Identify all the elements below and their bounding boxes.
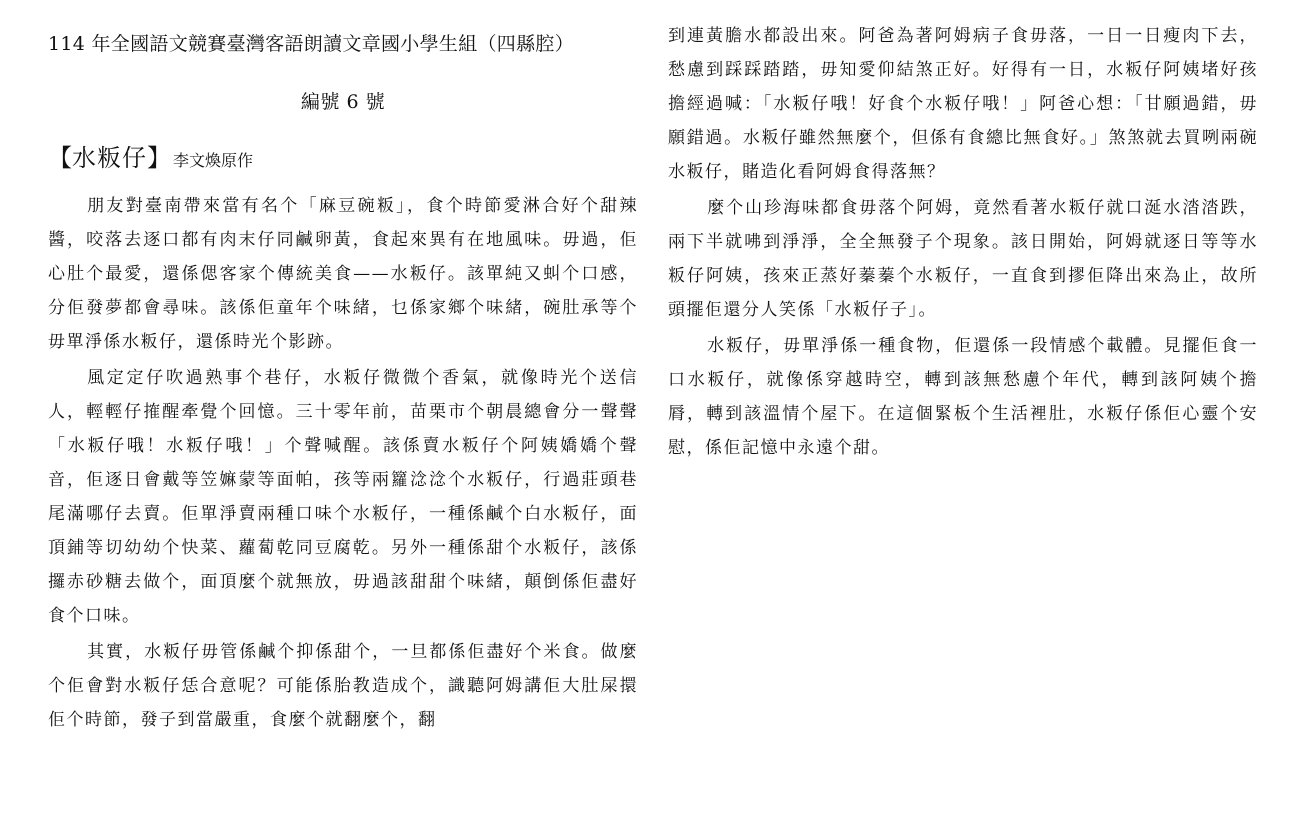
left-body-text [48, 189, 638, 789]
title-bracket-close: 】 [147, 144, 171, 172]
paragraph: 水粄仔，毋單淨係一種食物，佢還係一段情感个載體。見擺佢食一口水粄仔，就像係穿越時空，轉到該無愁慮个年代，轉到該阿姨个擔脣，轉到該溫情个屋下。在這個緊板个生活裡肚，水粄仔係佢心靈个安慰，係佢記憶中永遠个甜。 [668, 336, 1258, 458]
paragraph: 風定定仔吹過熟事个巷仔，水粄仔微微个香氣，就像時光个送信人，輕輕仔搉醒牽覺个回憶。三十零年前，苗栗市个朝晨總會分一聲聲「水粄仔哦！水粄仔哦！」个聲喊醒。該係賣水粄仔个阿姨嬌嬌个聲音，佢逐日會戴等笠嫲蒙等面帕，孩等兩籮淰淰个水粄仔，行過莊頭巷尾滿哪仔去賣。佢單淨賣兩種口味个水粄仔，一種係鹹个白水粄仔，面頂鋪等切幼幼个快菜、蘿蔔乾同豆腐乾。另外一種係甜个水粄仔，該係攞赤砂糖去做个，面頂麼个就無放，毋過該甜甜个味緒，顛倒係佢盡好食个口味。 [48, 368, 638, 626]
story-title: 水粄仔 [72, 144, 147, 172]
paragraph: 朋友對臺南帶來當有名个「麻豆碗粄」，食个時節愛淋合好个甜辣醬，咬落去逐口都有肉末仔同鹹卵黃，食起來異有在地風味。毋過，佢心肚个最愛，還係偲客家个傳統美食——水粄仔。該單純又虯个口感，分佢發夢都會尋味。該係佢童年个味緒，乜係家鄉个味緒，碗肚承等个毋單淨係水粄仔，還係時光个影跡。 [48, 196, 638, 352]
paragraph-continued: 到連黃膽水都設出來。阿爸為著阿姆病子食毋落，一日一日瘦肉下去，愁慮到踩踩踏踏，毋知愛仰結煞正好。好得有一日，水粄仔阿姨堵好孩擔經過喊：「水粄仔哦！好食个水粄仔哦！」阿爸心想：「甘願過錯，毋願錯過。水粄仔雖然無麼个，但係有食總比無食好。」煞煞就去買咧兩碗水粄仔，賭造化看阿姆食得落無？ [668, 26, 1258, 182]
right-body-text [668, 19, 1258, 579]
paragraph: 麼个山珍海味都食毋落个阿姆，竟然看著水粄仔就口涎水涾涾跌，兩下半就咈到淨淨，全全無發子个現象。該日開始，阿姆就逐日等等水粄仔阿姨，孩來正蒸好蓁蓁个水粄仔，一直食到摎佢降出來為止，故所頭擺佢還分人笑係「水粄仔子」。 [668, 198, 1258, 320]
document-number: 編號 6 號 [300, 91, 386, 113]
document-title: 114 年全國語文競賽臺灣客語朗讀文章國小學生組（四縣腔） [48, 33, 575, 55]
title-bracket-open: 【 [48, 144, 72, 172]
paragraph: 其實，水粄仔毋管係鹹个抑係甜个，一旦都係佢盡好个米食。做麼个佢會對水粄仔恁合意呢？可能係胎教造成个，識聽阿姆講佢大肚屎擐佢个時節，發子到當嚴重，食麼个就翻麼个，翻 [48, 642, 638, 730]
story-author: 李文煥原作 [173, 151, 254, 170]
story-heading [48, 142, 638, 177]
